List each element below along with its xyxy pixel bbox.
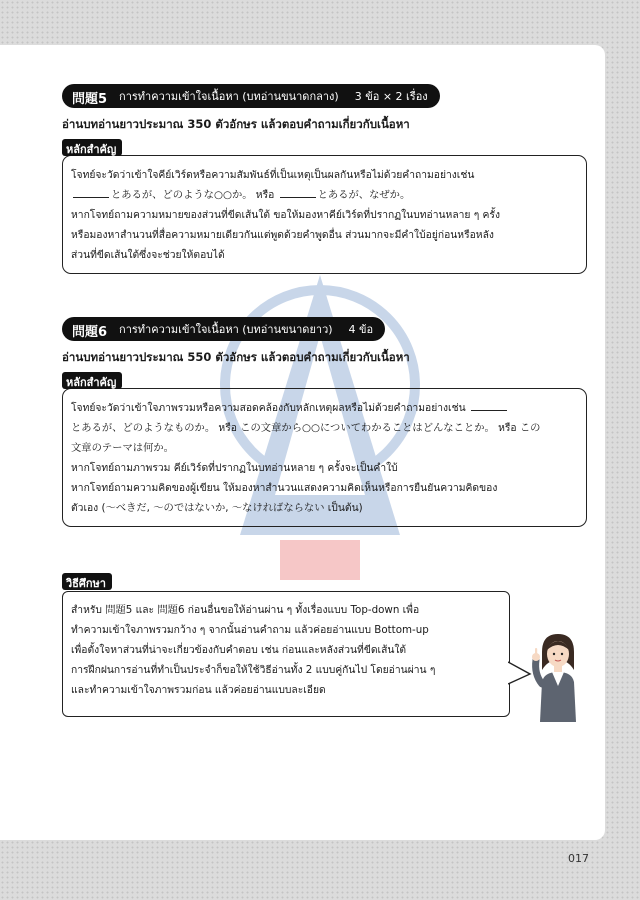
problem-label-text: 問題5 <box>72 91 108 107</box>
problem-label-text: 問題6 <box>72 324 108 340</box>
key-points-box <box>62 388 587 527</box>
banner-title: การทำความเข้าใจเนื้อหา (บทอ่านขนาดยาว) <box>119 323 333 336</box>
text-line: とあるが、どのようなものか。 หรือ この文章から○○についてわかることはどんなことか。 หรือ この <box>71 422 541 434</box>
problem-ruby: もん だい <box>75 311 102 318</box>
text-line: หากโจทย์ถามความคิดของผู้เขียน ให้มองหาสำนวนแสดงความคิดเห็นหรือการยืนยันความคิดของ <box>71 482 498 494</box>
section-problem-6 <box>62 311 587 527</box>
text-line: ตัวเอง (〜べきだ, 〜のではないか, 〜なければならない เป็นต้น) <box>71 502 363 514</box>
text-line <box>71 398 578 418</box>
text-fragment: とあるが、どのような○○か。 หรือ <box>111 189 275 201</box>
study-method-tag: วิธีศึกษา <box>62 573 112 590</box>
problem-label <box>72 78 108 107</box>
study-method-box <box>62 591 510 717</box>
key-points-tag: หลักสำคัญ <box>62 139 122 156</box>
blank-line <box>280 188 316 198</box>
section-subtitle: อ่านบทอ่านยาวประมาณ 350 ตัวอักษร แล้วตอบคำถามเกี่ยวกับเนื้อหา <box>62 117 410 131</box>
text-line: ทำความเข้าใจภาพรวมกว้าง ๆ จากนั้นอ่านคำถาม แล้วค่อยอ่านแบบ Bottom-up <box>71 624 429 636</box>
section-subtitle: อ่านบทอ่านยาวประมาณ 550 ตัวอักษร แล้วตอบคำถามเกี่ยวกับเนื้อหา <box>62 350 410 364</box>
blank-line <box>471 401 507 411</box>
text-fragment: โจทย์จะวัดว่าเข้าใจภาพรวมหรือความสอดคล้องกับหลักเหตุผลหรือไม่ด้วยคำถามอย่างเช่น <box>71 402 466 414</box>
key-points-tag: หลักสำคัญ <box>62 372 122 389</box>
text-line: การฝึกฝนการอ่านที่ทำเป็นประจำก็ขอให้ใช้วิธีอ่านทั้ง 2 แบบคู่กันไป โดยอ่านผ่าน ๆ <box>71 664 436 676</box>
text-line: โจทย์จะวัดว่าเข้าใจคีย์เวิร์ดหรือความสัมพันธ์ที่เป็นเหตุเป็นผลกันหรือไม่ด้วยคำถามอย่างเช่น <box>71 169 475 181</box>
text-line: หากโจทย์ถามความหมายของส่วนที่ขีดเส้นใต้ ขอให้มองหาคีย์เวิร์ดที่ปรากฏในบทอ่านหลาย ๆ ครั้ง <box>71 209 500 221</box>
page-number: 017 <box>568 852 589 865</box>
section-problem-5 <box>62 78 587 274</box>
key-points-box <box>62 155 587 274</box>
text-line: หากโจทย์ถามภาพรวม คีย์เวิร์ดที่ปรากฏในบทอ่านหลาย ๆ ครั้งจะเป็นคำใบ้ <box>71 462 398 474</box>
banner-count: 4 ข้อ <box>348 323 374 336</box>
text-line: และทำความเข้าใจภาพรวมก่อน แล้วค่อยอ่านแบบละเอียด <box>71 684 326 696</box>
teacher-illustration <box>528 630 584 722</box>
text-line: หรือมองหาสำนวนที่สื่อความหมายเดียวกันแต่พูดด้วยคำพูดอื่น ส่วนมากจะมีคำใบ้อยู่ก่อนหรือหลัง <box>71 229 494 241</box>
text-fragment: とあるが、なぜか。 <box>317 189 411 201</box>
text-line: เพื่อตั้งใจหาส่วนที่น่าจะเกี่ยวข้องกับคำตอบ เช่น ก่อนและหลังส่วนที่ขีดเส้นใต้ <box>71 644 407 656</box>
blank-line <box>73 188 109 198</box>
section-banner <box>62 78 440 108</box>
text-line: 文章のテーマは何か。 <box>71 442 174 454</box>
text-line <box>71 185 578 205</box>
problem-label <box>72 311 108 340</box>
section-banner <box>62 311 385 341</box>
text-line: สำหรับ 問題5 และ 問題6 ก่อนอื่นขอให้อ่านผ่าน ๆ ทั้งเรื่องแบบ Top-down เพื่อ <box>71 604 420 616</box>
text-line: ส่วนที่ขีดเส้นใต้ซึ่งจะช่วยให้ตอบได้ <box>71 249 225 261</box>
banner-title: การทำความเข้าใจเนื้อหา (บทอ่านขนาดกลาง) <box>119 90 339 103</box>
banner-count: 3 ข้อ × 2 เรื่อง <box>354 90 428 103</box>
problem-ruby: もん だい <box>75 78 102 85</box>
